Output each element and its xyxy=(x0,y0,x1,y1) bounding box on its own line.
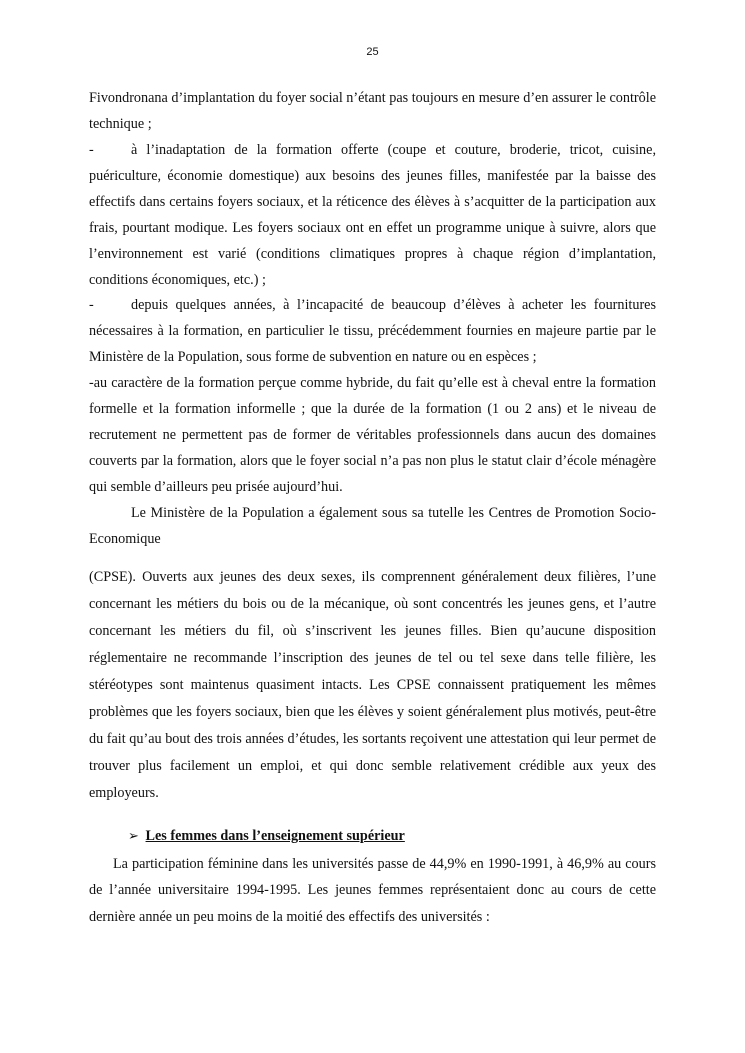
bullet-text: -au caractère de la formation perçue comme hybride, du fait qu’elle est à cheval entre la formation formelle et la formation informelle ; que la durée de la formation (1 ou 2 ans) et le niveau de recrutement ne permettent pas de former de véritables professionnels dans aucun des domaines couverts par la formation, alors que le foyer social n’a pas non plus le statut clair d’école ménagère qui semble d’ailleurs peu prisée aujourd’hui. xyxy=(89,375,656,495)
bullet-inadaptation xyxy=(89,138,656,293)
paragraph-enseignement-superieur xyxy=(89,851,656,930)
bullet-formation-hybride xyxy=(89,371,656,501)
bullet-fournitures xyxy=(89,293,656,371)
paragraph-text: (CPSE). Ouverts aux jeunes des deux sexes, ils comprennent généralement deux filières, l’une concernant les métiers du bois ou de la mécanique, où sont concentrés les jeunes gens, et l’autre concernant les métiers du fil, où s’inscrivent les jeunes filles. Bien qu’aucune disposition réglementaire ne recommande l’inscription des jeunes de tel ou tel sexe dans telle filière, les stéréotypes sont maintenus quasiment intacts. Les CPSE connaissent pratiquement les mêmes problèmes que les foyers sociaux, bien que les élèves y soient généralement plus motivés, peut-être du fait qu’au bout des trois années d’études, les sortants reçoivent une attestation qui leur permet de trouver plus facilement un emploi, et qui donc semble relativement crédible aux yeux des employeurs. xyxy=(89,569,656,801)
paragraph-text: La participation féminine dans les universités passe de 44,9% en 1990-1991, à 46,9% au cours de l’année universitaire 1994-1995. Les jeunes femmes représentaient donc au cours de cette dernière année un peu moins de la moitié des effectifs des universités : xyxy=(89,856,656,925)
section-heading xyxy=(128,826,405,846)
bullet-text: à l’inadaptation de la formation offerte (coupe et couture, broderie, tricot, cuisine, puériculture, économie domestique) aux besoins des jeunes filles, manifestée par la baisse des effectifs dans certains foyers sociaux, et la réticence des élèves à s’acquitter de la participation aux frais, pourtant modique. Les foyers sociaux ont en effet un programme unique à suivre, alors que l’environnement est varié (conditions climatiques propres à chaque région d’implantation, conditions économiques, etc.) ; xyxy=(89,142,656,288)
section-heading-text: Les femmes dans l’enseignement supérieur xyxy=(145,828,405,844)
bullet-dash: - xyxy=(89,297,94,313)
bullet-dash: - xyxy=(89,142,94,158)
page-number: 25 xyxy=(366,46,379,58)
paragraph-ministere xyxy=(89,501,656,553)
paragraph-text: Fivondronana d’implantation du foyer social n’étant pas toujours en mesure d’en assurer le contrôle technique ; xyxy=(89,90,656,132)
paragraph-text: Le Ministère de la Population a également sous sa tutelle les Centres de Promotion Socio-Economique xyxy=(89,505,656,547)
paragraph-cpse xyxy=(89,564,656,807)
arrow-bullet-icon: ➢ xyxy=(128,828,139,843)
paragraph-foyer-control xyxy=(89,86,656,138)
bullet-text: depuis quelques années, à l’incapacité de beaucoup d’élèves à acheter les fournitures nécessaires à la formation, en particulier le tissu, précédemment fournies en majeure partie par le Ministère de la Population, sous forme de subvention en nature ou en espèces ; xyxy=(89,297,656,365)
